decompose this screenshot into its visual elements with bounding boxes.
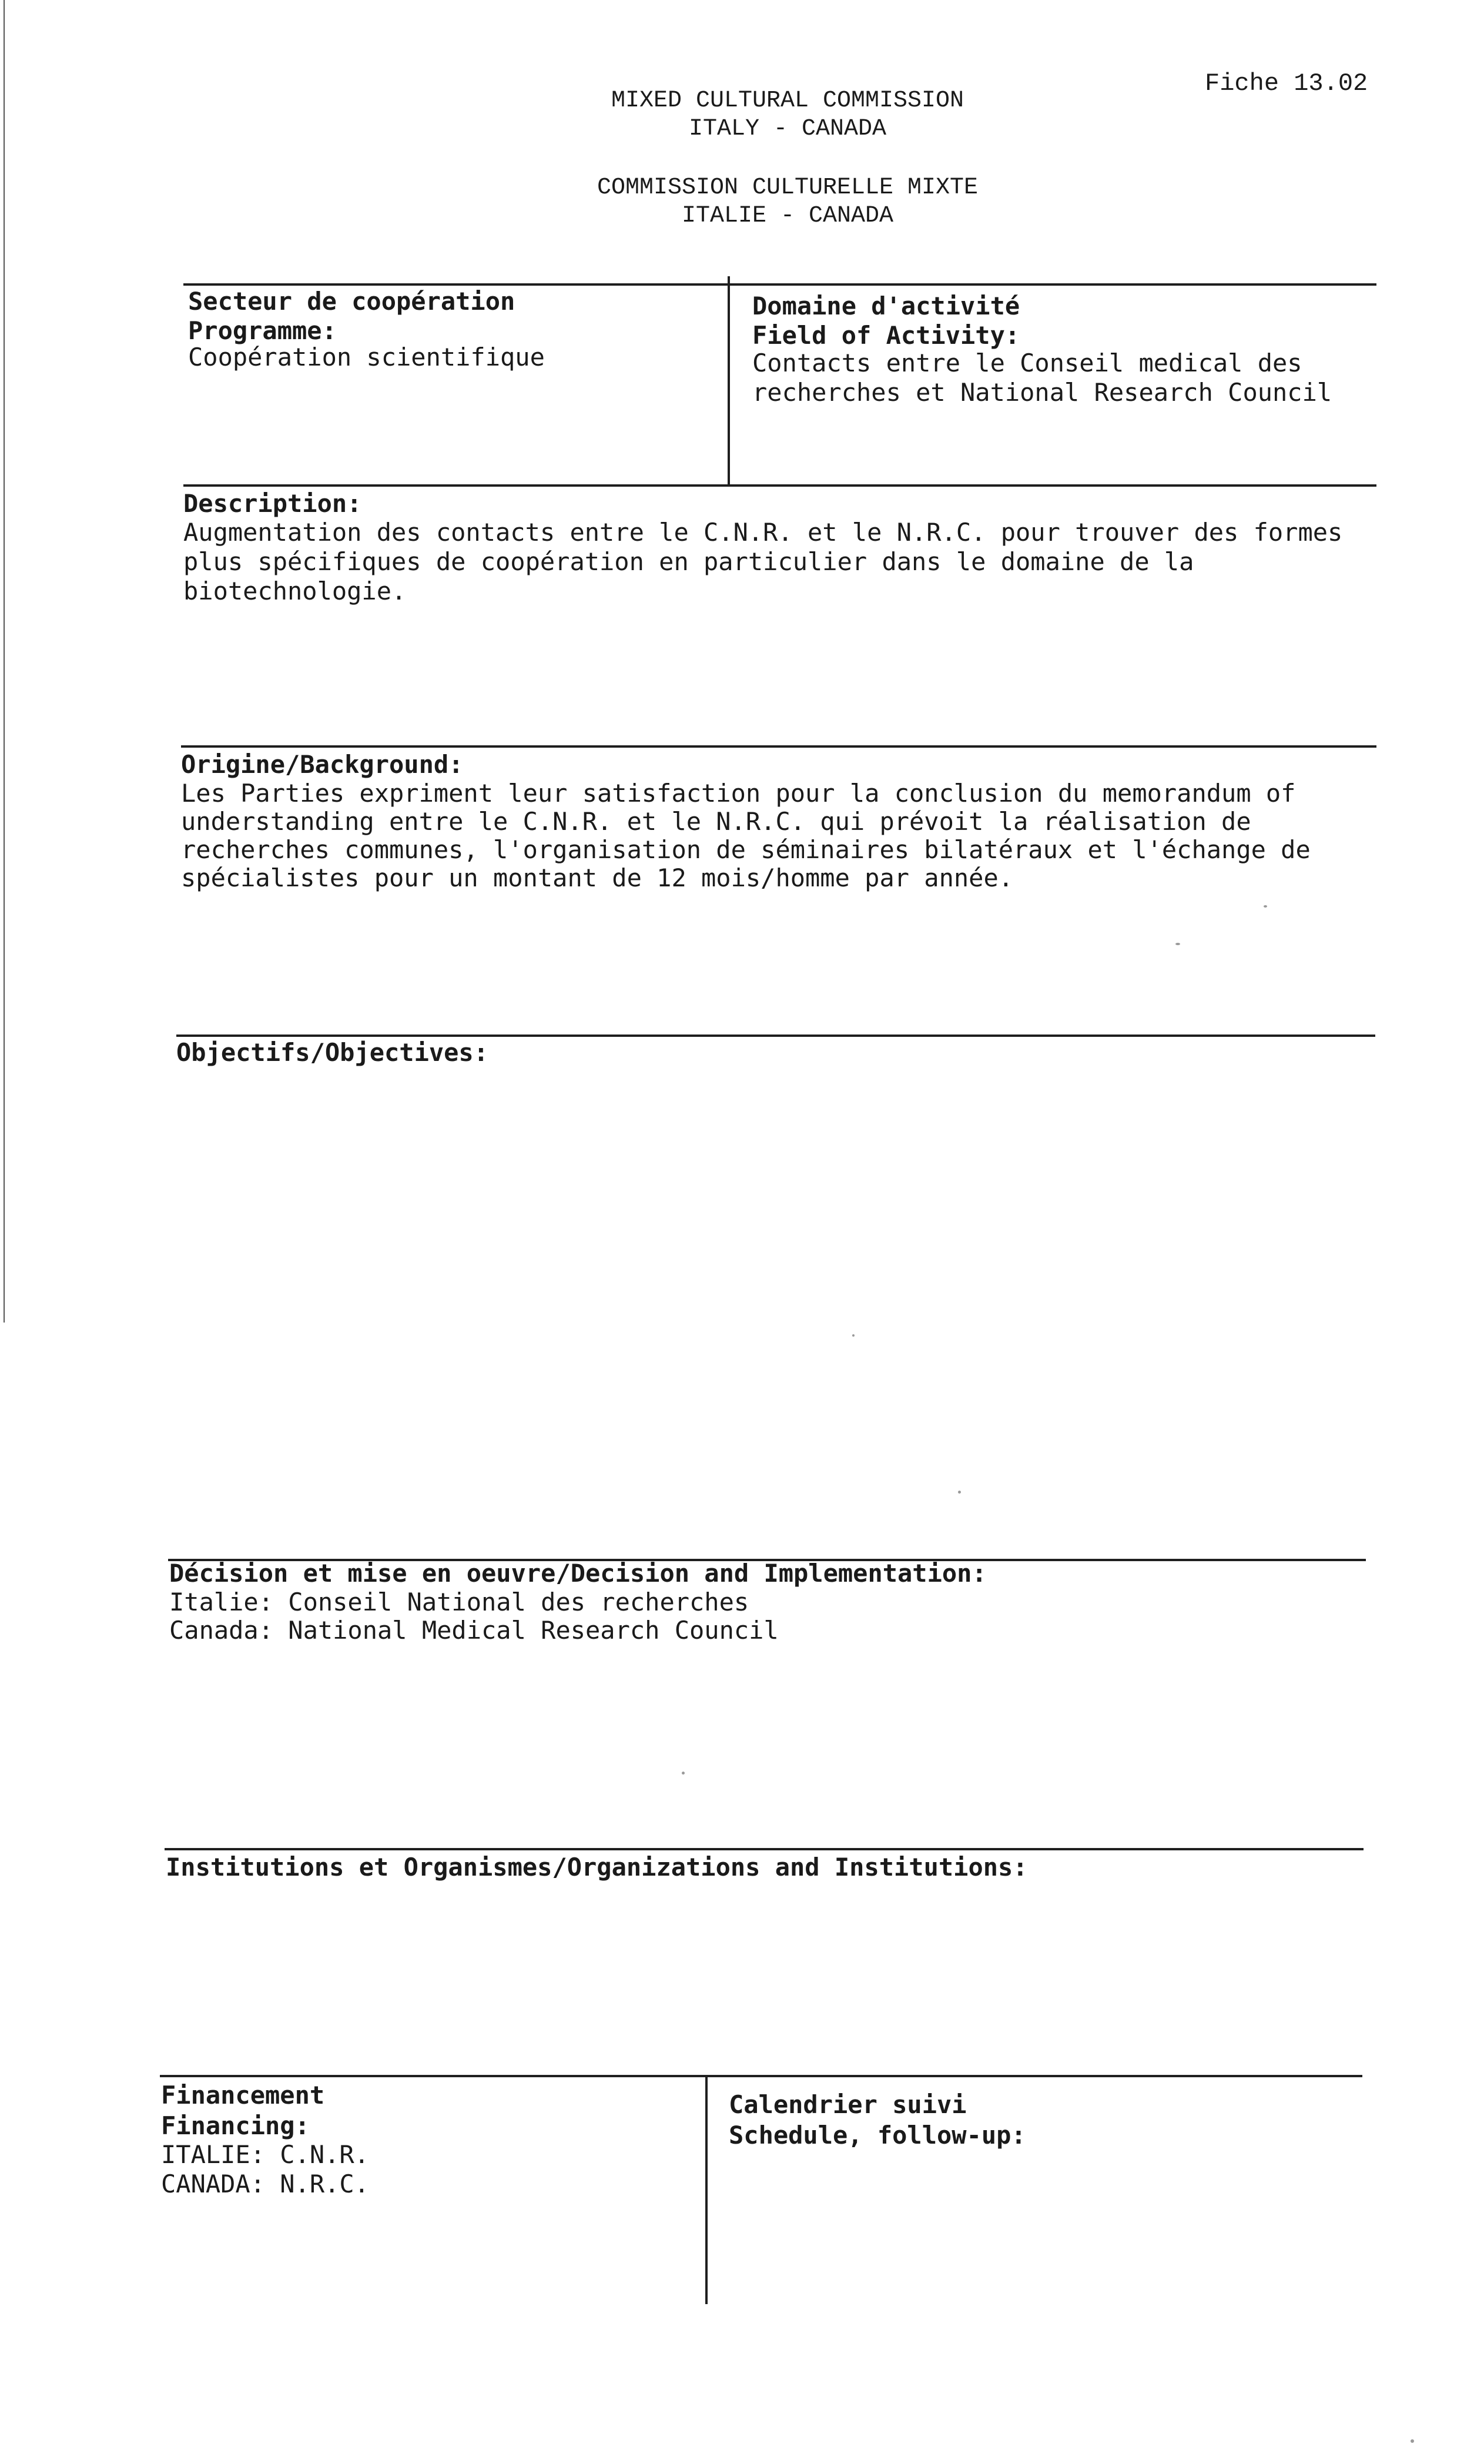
divider-financing-vertical bbox=[705, 2077, 708, 2304]
sector-value: Coopération scientifique bbox=[188, 343, 545, 371]
header-subtitle-en: ITALY - CANADA bbox=[688, 116, 887, 142]
schedule-label-en: Schedule, follow-up: bbox=[729, 2121, 1026, 2150]
background-line3: recherches communes, l'organisation de séminaires bilatéraux et l'échange de bbox=[181, 835, 1311, 864]
decision-canada: Canada: National Medical Research Council bbox=[169, 1616, 779, 1645]
financing-label-en: Financing: bbox=[161, 2111, 310, 2140]
scan-speck bbox=[1264, 905, 1267, 908]
domain-value-line1: Contacts entre le Conseil medical des bbox=[752, 349, 1302, 377]
background-line1: Les Parties expriment leur satisfaction pour la conclusion du memorandum of bbox=[181, 779, 1296, 808]
divider-background bbox=[181, 745, 1376, 748]
margin-line bbox=[4, 0, 5, 1323]
scan-speck bbox=[852, 1334, 855, 1337]
divider-financing bbox=[160, 2075, 1362, 2077]
scan-speck bbox=[1411, 2439, 1414, 2443]
scan-speck bbox=[958, 1491, 961, 1494]
description-line1: Augmentation des contacts entre le C.N.R. et le N.R.C. pour trouver des formes bbox=[183, 518, 1343, 547]
header-title-fr: COMMISSION CULTURELLE MIXTE bbox=[597, 175, 979, 201]
description-line3: biotechnologie. bbox=[183, 577, 407, 605]
schedule-label-fr: Calendrier suivi bbox=[729, 2090, 967, 2119]
scan-speck bbox=[682, 1772, 685, 1775]
divider-institutions bbox=[165, 1848, 1364, 1850]
description-line2: plus spécifiques de coopération en particulier dans le domaine de la bbox=[183, 547, 1194, 576]
institutions-label: Institutions et Organismes/Organizations and Institutions: bbox=[166, 1853, 1028, 1882]
header-title-en: MIXED CULTURAL COMMISSION bbox=[611, 88, 964, 114]
financing-canada: CANADA: N.R.C. bbox=[161, 2170, 370, 2198]
fiche-number: Fiche 13.02 bbox=[1205, 69, 1368, 98]
decision-label: Décision et mise en oeuvre/Decision and Implementation: bbox=[169, 1559, 987, 1588]
background-label: Origine/Background: bbox=[181, 750, 464, 779]
divider-sector-vertical bbox=[728, 276, 730, 486]
objectives-label: Objectifs/Objectives: bbox=[176, 1038, 489, 1067]
background-line2: understanding entre le C.N.R. et le N.R.C. qui prévoit la réalisation de bbox=[181, 807, 1251, 836]
background-line4: spécialistes pour un montant de 12 mois/homme par année. bbox=[181, 863, 1014, 892]
divider-description bbox=[183, 484, 1376, 487]
field-of-activity-label: Field of Activity: bbox=[752, 321, 1020, 350]
domain-label: Domaine d'activité bbox=[752, 292, 1020, 320]
header-subtitle-fr: ITALIE - CANADA bbox=[681, 203, 894, 229]
programme-label: Programme: bbox=[188, 316, 337, 345]
domain-value-line2: recherches et National Research Council bbox=[752, 378, 1332, 407]
decision-italy: Italie: Conseil National des recherches bbox=[169, 1588, 749, 1616]
sector-label: Secteur de coopération bbox=[188, 287, 515, 316]
financing-italy: ITALIE: C.N.R. bbox=[161, 2140, 370, 2169]
financing-label-fr: Financement bbox=[161, 2081, 325, 2110]
description-label: Description: bbox=[183, 489, 362, 518]
scan-speck bbox=[1175, 943, 1180, 945]
